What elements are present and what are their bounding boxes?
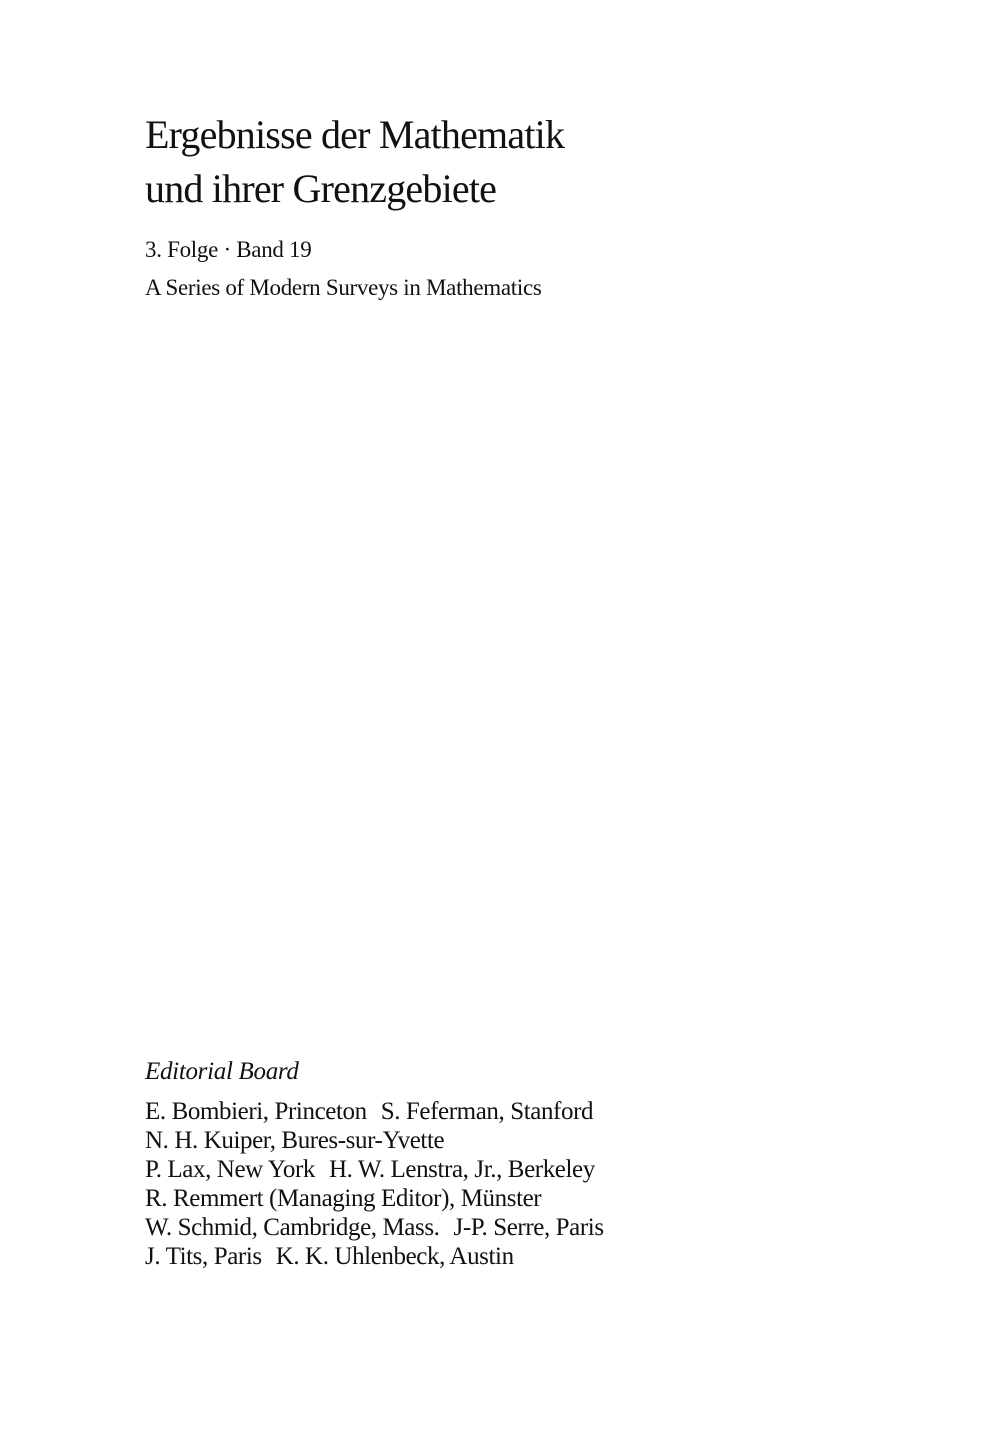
volume-number: 3. Folge · Band 19 bbox=[145, 237, 312, 262]
board-member: R. Remmert (Managing Editor), Münster bbox=[145, 1185, 542, 1212]
board-member: K. K. Uhlenbeck, Austin bbox=[275, 1243, 514, 1270]
board-member: H. W. Lenstra, Jr., Berkeley bbox=[329, 1156, 595, 1183]
board-line bbox=[145, 1213, 905, 1242]
editorial-board-heading: Editorial Board bbox=[145, 1058, 299, 1085]
board-member: N. H. Kuiper, Bures-sur-Yvette bbox=[145, 1127, 445, 1154]
board-line bbox=[145, 1097, 905, 1126]
series-title-line-2: und ihrer Grenzgebiete bbox=[145, 166, 497, 211]
series-subtitle: A Series of Modern Surveys in Mathematics bbox=[145, 275, 542, 300]
board-member: J. Tits, Paris bbox=[145, 1243, 262, 1270]
board-member: J-P. Serre, Paris bbox=[453, 1214, 604, 1241]
series-title bbox=[145, 108, 905, 216]
series-header bbox=[145, 108, 905, 302]
board-line bbox=[145, 1184, 905, 1213]
board-line bbox=[145, 1242, 905, 1271]
board-member: S. Feferman, Stanford bbox=[380, 1098, 594, 1125]
series-title-line-1: Ergebnisse der Mathematik bbox=[145, 112, 565, 157]
board-line bbox=[145, 1155, 905, 1184]
board-member: W. Schmid, Cambridge, Mass. bbox=[145, 1214, 440, 1241]
board-line bbox=[145, 1126, 905, 1155]
editorial-board bbox=[145, 1057, 905, 1271]
board-member: E. Bombieri, Princeton bbox=[145, 1098, 367, 1125]
board-member: P. Lax, New York bbox=[145, 1156, 316, 1183]
